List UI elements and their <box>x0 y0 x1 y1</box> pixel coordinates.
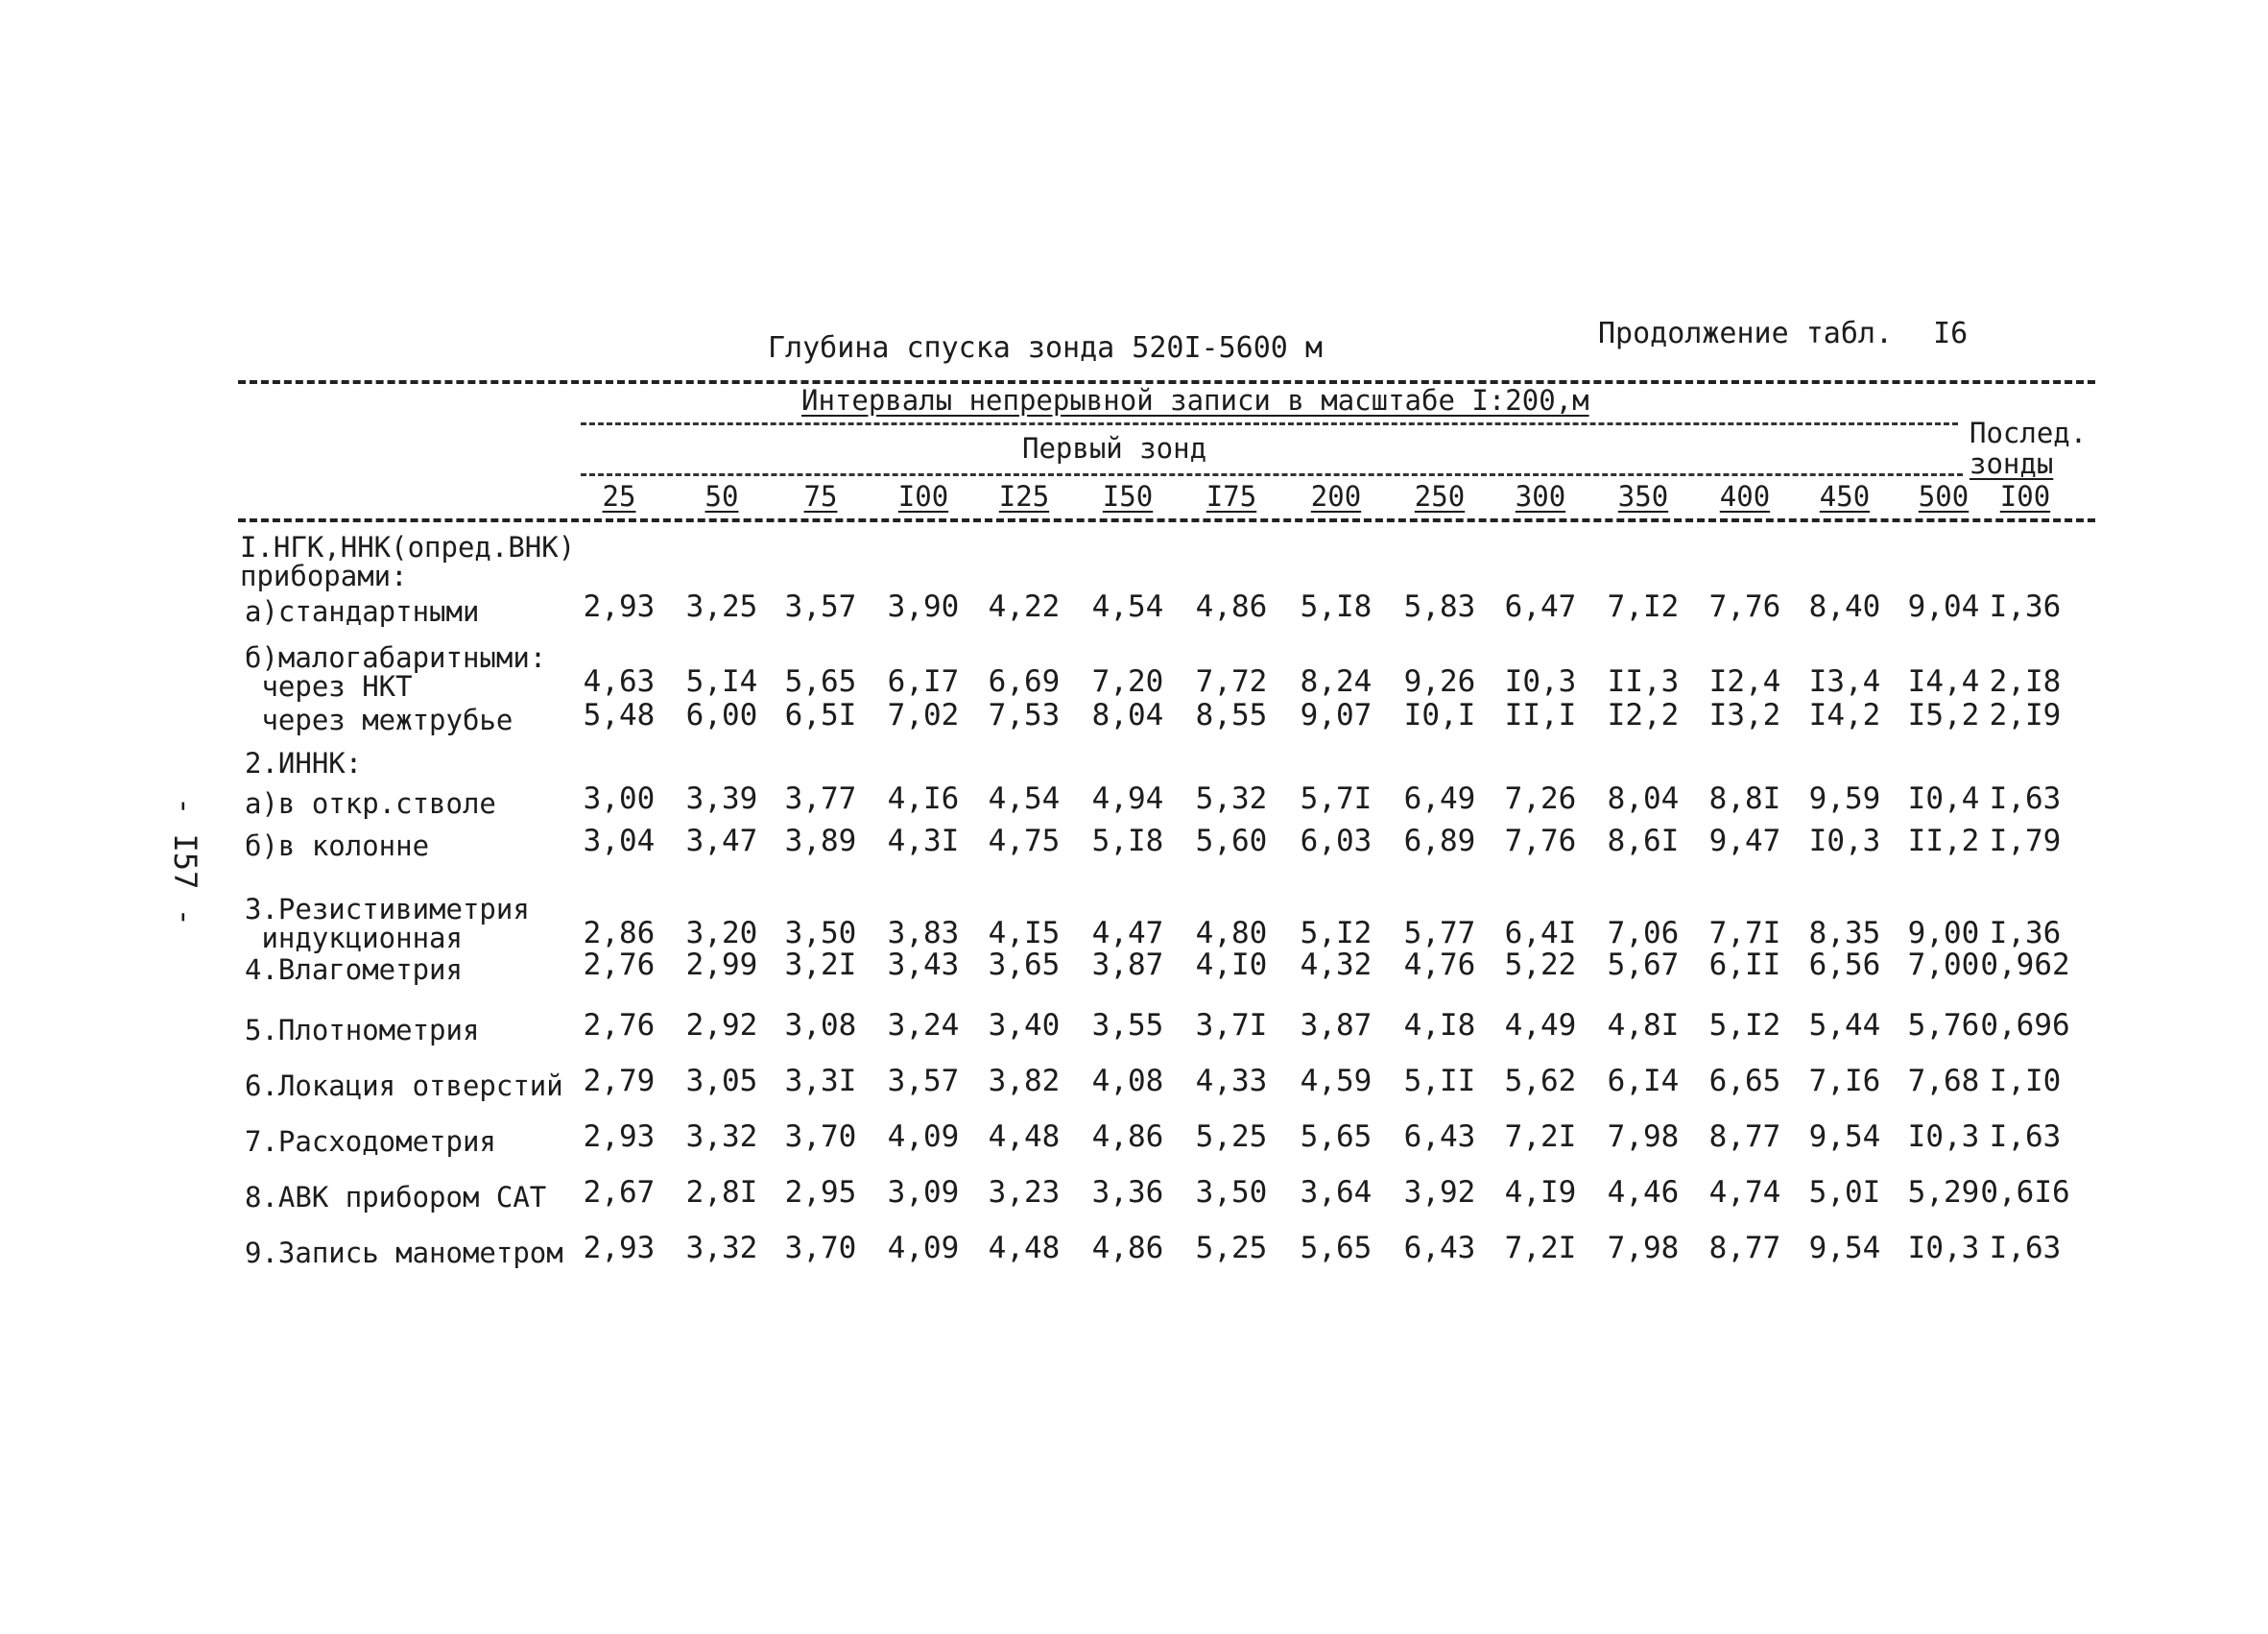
table-cell: 9,26 <box>1403 664 1476 699</box>
intervals-rule <box>581 422 1958 425</box>
table-cell: I,63 <box>1989 1119 2062 1154</box>
column-heading: I00 <box>897 480 949 513</box>
row-label <box>245 643 546 701</box>
table-cell: 2,86 <box>583 916 656 950</box>
row-label-line: 2.ИННК: <box>245 747 363 780</box>
table-cell: 3,36 <box>1091 1175 1164 1210</box>
table-cell: 4,48 <box>988 1231 1061 1265</box>
table-cell: 7,72 <box>1195 664 1268 699</box>
table-cell: 3,05 <box>685 1064 758 1098</box>
table-cell: 5,22 <box>1504 948 1577 982</box>
table-cell: I4,2 <box>1808 698 1881 733</box>
table-title: Глубина спуска зонда 520I-5600 м <box>768 331 1323 365</box>
table-cell: 3,08 <box>784 1008 857 1043</box>
table-cell: 6,00 <box>685 698 758 733</box>
table-cell: 7,98 <box>1607 1231 1680 1265</box>
row-label-line: 8.АВК прибором САТ <box>245 1181 547 1213</box>
table-cell: 4,75 <box>988 824 1061 858</box>
table-cell: I3,4 <box>1808 664 1881 699</box>
table-cell: 4,46 <box>1607 1175 1680 1210</box>
table-cell: 5,48 <box>583 698 656 733</box>
row-label <box>245 1127 496 1156</box>
table-cell: 6,56 <box>1808 948 1881 982</box>
table-cell: 2,93 <box>583 589 656 624</box>
table-cell: 4,8I <box>1607 1008 1680 1043</box>
table-cell: 7,20 <box>1091 664 1164 699</box>
table-cell: 4,I6 <box>887 781 960 816</box>
table-cell: I,63 <box>1989 781 2062 816</box>
table-cell: 9,54 <box>1808 1119 1881 1154</box>
row-label-line: приборами: <box>240 560 408 592</box>
table-cell: 6,89 <box>1403 824 1476 858</box>
row-label <box>245 1071 563 1100</box>
table-cell: 3,39 <box>685 781 758 816</box>
table-cell: 7,06 <box>1607 916 1680 950</box>
table-cell: 3,77 <box>784 781 857 816</box>
table-cell: 3,2I <box>784 948 857 982</box>
table-cell: 7,26 <box>1504 781 1577 816</box>
table-cell: 5,II <box>1403 1064 1476 1098</box>
table-cell: 3,90 <box>887 589 960 624</box>
row-label <box>245 706 513 734</box>
table-cell: 8,04 <box>1607 781 1680 816</box>
table-cell: II,2 <box>1907 824 1980 858</box>
table-cell: 3,50 <box>1195 1175 1268 1210</box>
table-cell: 4,08 <box>1091 1064 1164 1098</box>
table-cell: 6,I7 <box>887 664 960 699</box>
column-heading: 450 <box>1819 480 1871 513</box>
table-cell: I,36 <box>1989 916 2062 950</box>
table-cell: 4,54 <box>1091 589 1164 624</box>
table-cell: 7,76 <box>1504 824 1577 858</box>
table-cell: I0,4 <box>1907 781 1980 816</box>
table-cell: I0,I <box>1403 698 1476 733</box>
table-cell: 4,09 <box>887 1119 960 1154</box>
row-label <box>245 1016 479 1045</box>
table-cell: 5,60 <box>1195 824 1268 858</box>
table-cell: 5,44 <box>1808 1008 1881 1043</box>
table-cell: 7,02 <box>887 698 960 733</box>
last-probes-heading-1: Послед. <box>1970 417 2088 449</box>
table-cell: 3,64 <box>1300 1175 1373 1210</box>
table-cell: 2,79 <box>583 1064 656 1098</box>
table-cell: 2,76 <box>583 948 656 982</box>
table-cell: 4,63 <box>583 664 656 699</box>
table-cell: 8,24 <box>1300 664 1373 699</box>
table-cell: 2,I9 <box>1989 698 2062 733</box>
table-cell: I0,3 <box>1504 664 1577 699</box>
table-cell: 4,86 <box>1091 1119 1164 1154</box>
table-cell: 8,55 <box>1195 698 1268 733</box>
row-label-line: через межтрубье <box>245 704 513 736</box>
table-cell: I0,3 <box>1907 1231 1980 1265</box>
table-cell: 7,68 <box>1907 1064 1980 1098</box>
table-cell: 6,43 <box>1403 1119 1476 1154</box>
table-cell: 4,3I <box>887 824 960 858</box>
table-cell: 8,77 <box>1708 1231 1781 1265</box>
table-cell: 8,8I <box>1708 781 1781 816</box>
row-label-line: б)в колонне <box>245 829 430 862</box>
table-cell: II,I <box>1504 698 1577 733</box>
first-probe-heading: Первый зонд <box>1022 432 1207 465</box>
table-cell: 3,87 <box>1091 948 1164 982</box>
table-cell: 0,962 <box>1980 948 2070 982</box>
table-cell: 5,77 <box>1403 916 1476 950</box>
table-cell: 2,67 <box>583 1175 656 1210</box>
table-cell: 3,20 <box>685 916 758 950</box>
table-cell: 3,89 <box>784 824 857 858</box>
row-label <box>245 1238 563 1267</box>
table-cell: 9,47 <box>1708 824 1781 858</box>
table-cell: 7,I2 <box>1607 589 1680 624</box>
table-cell: 6,43 <box>1403 1231 1476 1265</box>
table-cell: 2,8I <box>685 1175 758 1210</box>
row-label-line: 9.Запись манометром <box>245 1237 563 1269</box>
table-cell: 5,I2 <box>1708 1008 1781 1043</box>
table-cell: 3,09 <box>887 1175 960 1210</box>
table-cell: 0,6I6 <box>1980 1175 2070 1210</box>
table-cell: I2,2 <box>1607 698 1680 733</box>
table-cell: I0,3 <box>1808 824 1881 858</box>
table-cell: 8,77 <box>1708 1119 1781 1154</box>
table-cell: 5,32 <box>1195 781 1268 816</box>
table-cell: 4,74 <box>1708 1175 1781 1210</box>
continuation-text: Продолжение табл. <box>1598 317 1894 350</box>
column-heading: 50 <box>704 480 739 513</box>
row-label <box>245 895 530 952</box>
table-cell: 4,54 <box>988 781 1061 816</box>
table-cell: 3,82 <box>988 1064 1061 1098</box>
row-label-line: 4.Влагометрия <box>245 953 463 986</box>
table-cell: I0,3 <box>1907 1119 1980 1154</box>
table-cell: 3,32 <box>685 1119 758 1154</box>
table-cell: 5,I8 <box>1300 589 1373 624</box>
table-cell: 7,2I <box>1504 1119 1577 1154</box>
table-cell: 2,93 <box>583 1119 656 1154</box>
table-cell: 3,43 <box>887 948 960 982</box>
table-cell: 6,69 <box>988 664 1061 699</box>
table-cell: 3,47 <box>685 824 758 858</box>
table-cell: 3,92 <box>1403 1175 1476 1210</box>
table-cell: I3,2 <box>1708 698 1781 733</box>
column-heading: 300 <box>1515 480 1566 513</box>
column-heading: 400 <box>1719 480 1771 513</box>
table-cell: 8,35 <box>1808 916 1881 950</box>
table-cell: 6,47 <box>1504 589 1577 624</box>
table-cell: 2,95 <box>784 1175 857 1210</box>
row-label-line: I.НГК,ННК(опред.ВНК) <box>240 531 576 564</box>
table-cell: 9,04 <box>1907 589 1980 624</box>
table-cell: 4,I9 <box>1504 1175 1577 1210</box>
table-cell: 4,94 <box>1091 781 1164 816</box>
table-cell: I2,4 <box>1708 664 1781 699</box>
table-cell: I5,2 <box>1907 698 1980 733</box>
table-cell: I,63 <box>1989 1231 2062 1265</box>
table-cell: 9,54 <box>1808 1231 1881 1265</box>
table-cell: 2,76 <box>583 1008 656 1043</box>
table-cell: 9,07 <box>1300 698 1373 733</box>
table-cell: 5,62 <box>1504 1064 1577 1098</box>
table-cell: 4,47 <box>1091 916 1164 950</box>
table-cell: 3,3I <box>784 1064 857 1098</box>
table-cell: 3,24 <box>887 1008 960 1043</box>
table-cell: 7,00 <box>1907 948 1980 982</box>
table-cell: 3,32 <box>685 1231 758 1265</box>
table-cell: 5,25 <box>1195 1119 1268 1154</box>
table-cell: 3,50 <box>784 916 857 950</box>
table-cell: 3,00 <box>583 781 656 816</box>
column-heading: 25 <box>602 480 636 513</box>
table-cell: 2,99 <box>685 948 758 982</box>
table-cell: 4,22 <box>988 589 1061 624</box>
table-cell: 5,I8 <box>1091 824 1164 858</box>
table-cell: 6,4I <box>1504 916 1577 950</box>
table-cell: 3,65 <box>988 948 1061 982</box>
table-cell: 2,I8 <box>1989 664 2062 699</box>
table-cell: 4,I5 <box>988 916 1061 950</box>
row-label-line: а)в откр.стволе <box>245 787 496 820</box>
row-label <box>245 597 479 626</box>
table-cell: 5,7I <box>1300 781 1373 816</box>
intervals-heading: Интервалы непрерывной записи в масштабе I:200,м <box>801 384 1589 417</box>
table-cell: 4,48 <box>988 1119 1061 1154</box>
table-cell: 5,65 <box>1300 1231 1373 1265</box>
column-heading: I75 <box>1206 480 1257 513</box>
row-label-line: через НКТ <box>245 670 413 703</box>
table-cell: 4,49 <box>1504 1008 1577 1043</box>
table-cell: 2,93 <box>583 1231 656 1265</box>
table-cell: 7,76 <box>1708 589 1781 624</box>
table-cell: 3,70 <box>784 1119 857 1154</box>
table-cell: I,I0 <box>1989 1064 2062 1098</box>
table-cell: 2,92 <box>685 1008 758 1043</box>
column-heading: I00 <box>1999 480 2051 513</box>
table-cell: 3,25 <box>685 589 758 624</box>
row-label-line: 6.Локация отверстий <box>245 1069 563 1102</box>
header-bottom-rule <box>238 518 2095 522</box>
table-cell: 5,83 <box>1403 589 1476 624</box>
column-heading: 500 <box>1918 480 1970 513</box>
table-cell: 5,65 <box>784 664 857 699</box>
column-heading: 350 <box>1617 480 1669 513</box>
table-cell: 5,67 <box>1607 948 1680 982</box>
row-label-line: б)малогабаритными: <box>245 641 547 674</box>
row-label <box>240 533 575 590</box>
table-cell: 8,40 <box>1808 589 1881 624</box>
table-cell: 4,86 <box>1195 589 1268 624</box>
table-cell: 4,32 <box>1300 948 1373 982</box>
table-cell: 5,0I <box>1808 1175 1881 1210</box>
table-cell: II,3 <box>1607 664 1680 699</box>
table-cell: 3,87 <box>1300 1008 1373 1043</box>
table-cell: 3,23 <box>988 1175 1061 1210</box>
row-label-line: 7.Расходометрия <box>245 1125 496 1158</box>
table-cell: 3,55 <box>1091 1008 1164 1043</box>
column-heading: I50 <box>1102 480 1154 513</box>
table-cell: 5,I2 <box>1300 916 1373 950</box>
table-cell: I4,4 <box>1907 664 1980 699</box>
table-cell: 3,57 <box>887 1064 960 1098</box>
table-cell: 9,00 <box>1907 916 1980 950</box>
table-cell: 3,57 <box>784 589 857 624</box>
table-cell: 7,I6 <box>1808 1064 1881 1098</box>
table-cell: 5,25 <box>1195 1231 1268 1265</box>
table-cell: 5,65 <box>1300 1119 1373 1154</box>
table-cell: 3,7I <box>1195 1008 1268 1043</box>
table-cell: 3,40 <box>988 1008 1061 1043</box>
row-label <box>245 1183 546 1212</box>
row-label <box>245 749 362 778</box>
table-cell: 0,696 <box>1980 1008 2070 1043</box>
table-cell: I,36 <box>1989 589 2062 624</box>
table-cell: 4,09 <box>887 1231 960 1265</box>
table-cell: 4,76 <box>1403 948 1476 982</box>
table-cell: 4,86 <box>1091 1231 1164 1265</box>
row-label-line: 3.Резистивиметрия <box>245 893 530 925</box>
table-cell: 4,I0 <box>1195 948 1268 982</box>
column-heading: I25 <box>998 480 1050 513</box>
table-cell: 3,04 <box>583 824 656 858</box>
side-page-number: - I57 - <box>167 797 203 926</box>
table-cell: 4,59 <box>1300 1064 1373 1098</box>
row-label-line: а)стандартными <box>245 595 480 628</box>
row-label <box>245 831 429 860</box>
first-probe-rule <box>581 473 1963 476</box>
table-cell: 6,II <box>1708 948 1781 982</box>
table-cell: 3,70 <box>784 1231 857 1265</box>
table-cell: 6,65 <box>1708 1064 1781 1098</box>
table-cell: 6,03 <box>1300 824 1373 858</box>
continuation-label <box>1598 317 1968 350</box>
table-cell: I,79 <box>1989 824 2062 858</box>
table-cell: 5,29 <box>1907 1175 1980 1210</box>
table-cell: 4,I8 <box>1403 1008 1476 1043</box>
row-label-line: 5.Плотнометрия <box>245 1014 480 1046</box>
table-cell: 7,2I <box>1504 1231 1577 1265</box>
table-cell: 7,98 <box>1607 1119 1680 1154</box>
table-cell: 6,49 <box>1403 781 1476 816</box>
table-number: I6 <box>1933 317 1969 350</box>
column-heading: 250 <box>1414 480 1466 513</box>
last-probes-heading-2: зонды <box>1970 447 2054 480</box>
table-cell: 4,80 <box>1195 916 1268 950</box>
table-cell: 3,83 <box>887 916 960 950</box>
row-label-line: индукционная <box>245 922 463 954</box>
table-cell: 6,5I <box>784 698 857 733</box>
table-cell: 5,I4 <box>685 664 758 699</box>
table-cell: 9,59 <box>1808 781 1881 816</box>
table-cell: 7,7I <box>1708 916 1781 950</box>
table-cell: 8,04 <box>1091 698 1164 733</box>
column-heading: 75 <box>803 480 838 513</box>
table-cell: 6,I4 <box>1607 1064 1680 1098</box>
column-heading: 200 <box>1310 480 1362 513</box>
table-cell: 4,33 <box>1195 1064 1268 1098</box>
table-cell: 5,76 <box>1907 1008 1980 1043</box>
table-cell: 8,6I <box>1607 824 1680 858</box>
row-label <box>245 955 463 984</box>
row-label <box>245 789 496 818</box>
table-cell: 7,53 <box>988 698 1061 733</box>
